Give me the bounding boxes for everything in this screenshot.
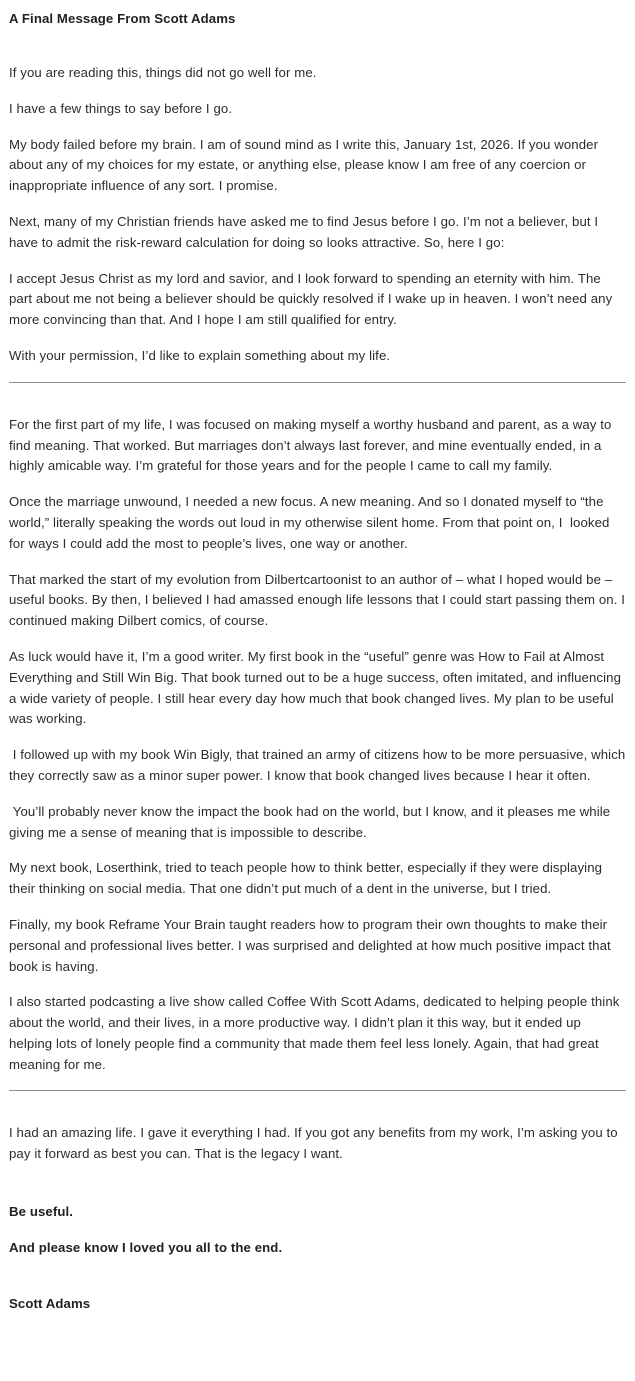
vertical-spacer [9, 1274, 626, 1294]
farewell-line: Be useful. [9, 1204, 74, 1220]
vertical-spacer [9, 1180, 626, 1202]
paragraph: Once the marriage unwound, I needed a new focus. A new meaning. And so I donated myself to “the world,” literally speaking the words out loud in my otherwise silent home. From that point on, I looked for ways I could add the most to people’s lives, one way or another. [9, 494, 614, 551]
paragraph: You’ll probably never know the impact the book had on the world, but I know, and it pleases me while giving me a sense of meaning that is impossible to describe. [9, 803, 614, 840]
section-divider [9, 1090, 626, 1091]
paragraph: I have a few things to say before I go. [9, 100, 233, 116]
paragraph: I accept Jesus Christ as my lord and savior, and I look forward to spending an eternity with him. The part about me not being a believer should be quickly resolved if I wake up in heaven. I won’t need any more convincing than that. And I hope I am still qualified for entry. [9, 270, 617, 328]
section-divider [9, 382, 626, 383]
paragraph: With your permission, I’d like to explain something about my life. [9, 347, 391, 363]
paragraph: My next book, Loserthink, tried to teach people how to think better, especially if they were displaying their thinking on social media. That one didn’t put much of a dent in the universe, but I tried. [9, 860, 606, 897]
document-title: A Final Message From Scott Adams [9, 11, 236, 26]
paragraph: I also started podcasting a live show called Coffee With Scott Adams, dedicated to helping people think about the world, and their lives, in a more productive way. I didn’t plan it this way, but it ended up helping lots of lonely people find a community that made them feel less lonely. Again, that had great meaning for me. [9, 994, 624, 1072]
paragraph: I followed up with my book Win Bigly, that trained an army of citizens how to be more persuasive, which they correctly saw as a minor super power. I know that book changed lives because I hear it often. [9, 747, 630, 783]
paragraph: I had an amazing life. I gave it everything I had. If you got any benefits from my work, I’m asking you to pay it forward as best you can. That is the legacy I want. [9, 1125, 622, 1162]
paragraph: As luck would have it, I’m a good writer. My first book in the “useful” genre was How to Fail at Almost Everything and Still Win Big. That book turned out to be a huge success, often imitated, and influencing a wide variety of people. I still hear every day how much that book changed lives. My plan to be useful was working. [9, 648, 625, 727]
paragraph: For the first part of my life, I was focused on making myself a worthy husband and parent, as a way to find meaning. That worked. But marriages don’t always last forever, and mine eventually ended, in a highly amicable way. I’m grateful for those years and for the people I came to call my family. [9, 416, 616, 474]
paragraph: That marked the start of my evolution from Dilbertcartoonist to an author of – what I hoped would be – useful books. By then, I believed I had amassed enough life lessons that I could start passing them on. I continued making Dilbert comics, of course. [9, 571, 629, 629]
signature: Scott Adams [9, 1295, 91, 1311]
paragraph: My body failed before my brain. I am of sound mind as I write this, January 1st, 2026. If you wonder about any of my choices for my estate, or anything else, please know I am free of any coercion or inappropriate influence of any sort. I promise. [9, 136, 602, 194]
paragraph: Finally, my book Reframe Your Brain taught readers how to program their own thoughts to make their personal and professional lives better. I was surprised and delighted at how much positive impact that book is having. [9, 916, 615, 974]
farewell-line: And please know I loved you all to the end. [9, 1239, 283, 1255]
paragraph: If you are reading this, things did not go well for me. [9, 65, 317, 80]
paragraph: Next, many of my Christian friends have asked me to find Jesus before I go. I’m not a believer, but I have to admit the risk-reward calculation for doing so looks attractive. So, here I go: [9, 213, 602, 250]
